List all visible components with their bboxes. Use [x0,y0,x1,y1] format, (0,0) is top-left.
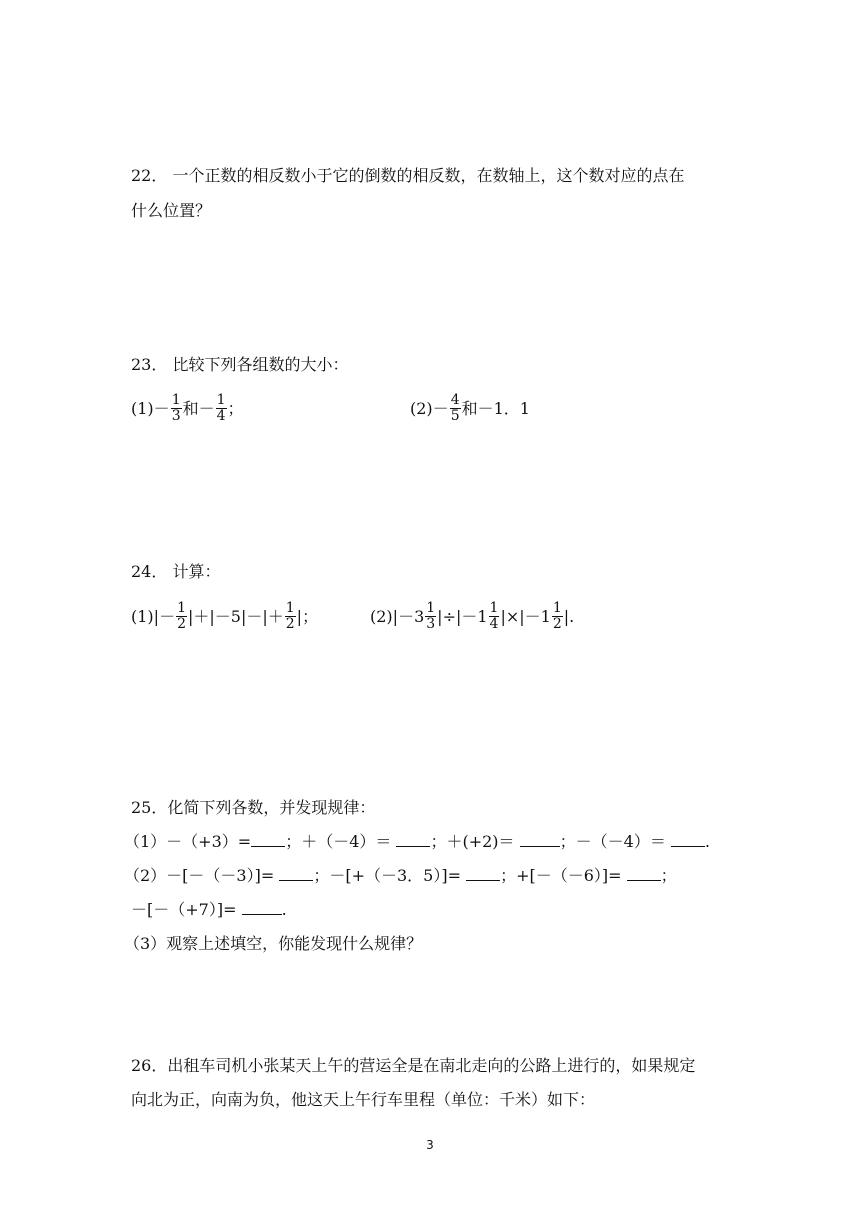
q24-p2-label: (2) [370,607,393,626]
denominator: 2 [285,616,295,632]
fraction [285,601,296,632]
q24-part-1 [131,602,318,633]
q23-stem: 23． 比较下列各组数的大小： [131,355,349,374]
q26-line-2: 向北为正，向南为负，他这天上午行车里程（单位：千米）如下： [131,1090,596,1109]
q24-p2-d: |. [563,607,575,626]
q25-r1-text-e: . [704,832,711,851]
answer-blank[interactable] [279,864,313,881]
q23-part-1 [131,394,244,425]
denominator: 3 [426,616,436,632]
denominator: 2 [552,616,562,632]
q23-p1-end: ； [227,399,244,418]
numerator: 1 [426,600,436,616]
fraction [425,601,436,632]
answer-blank[interactable] [251,830,285,847]
fraction [171,393,182,424]
q25-r1-text-d: ；－（－4）＝ [559,832,671,851]
q23-p1-mid: 和－ [182,399,215,418]
answer-blank[interactable] [242,898,282,915]
q25-r1-text-b: ；＋（－4）＝ [285,832,397,851]
answer-blank[interactable] [396,830,430,847]
denominator: 3 [171,408,181,424]
q25-row-3 [131,898,287,922]
q22-line-2: 什么位置？ [131,201,212,220]
answer-blank[interactable] [466,864,500,881]
q25-stem: 25．化简下列各数，并发现规律： [131,798,376,817]
numerator: 1 [177,600,186,616]
denominator: 4 [489,616,499,632]
q25-r2-text-a: （2）－[－（－3）]= [124,866,280,885]
q24-p1-c: |； [296,607,319,626]
numerator: 4 [450,392,460,408]
numerator: 1 [552,600,562,616]
q24-part-2 [370,602,574,633]
q24-p2-b: |÷|－1 [437,607,488,626]
q23-p2-neg: － [432,399,449,418]
answer-blank[interactable] [671,830,705,847]
q23-p1-neg: － [153,399,170,418]
q25-r2-text-d: ； [660,866,677,885]
q25-row-2 [124,864,677,888]
q24-p1-a: |－ [153,607,176,626]
fraction [450,393,461,424]
answer-blank[interactable] [627,864,661,881]
q25-row-1 [124,830,710,854]
denominator: 4 [216,408,226,424]
q24-p2-c: |×|－1 [500,607,551,626]
q23-part-2 [410,394,530,425]
q24-p2-a: |－3 [392,607,425,626]
fraction [216,393,227,424]
numerator: 1 [216,392,226,408]
q23-p1-label: (1) [131,399,154,418]
q25-r1-text-a: （1）－（+3）= [124,832,252,851]
q26-line-1: 26．出租车司机小张某天上午的营运全是在南北走向的公路上进行的，如果规定 [131,1056,696,1075]
answer-blank[interactable] [520,830,560,847]
q25-r3-text-a: －[－（+7）]= [131,900,242,919]
numerator: 1 [285,600,295,616]
denominator: 5 [450,408,460,424]
fraction [176,601,187,632]
fraction [552,601,563,632]
page-number: 3 [426,1138,434,1152]
numerator: 1 [171,392,181,408]
q25-r1-text-c: ；＋(+2)＝ [430,832,520,851]
q25-r2-text-b: ；－[+（－3．5）]= [313,866,467,885]
q24-stem: 24． 计算： [131,562,221,581]
q24-p1-label: (1) [131,607,154,626]
numerator: 1 [489,600,499,616]
q22-line-1: 22． 一个正数的相反数小于它的倒数的相反数，在数轴上，这个数对应的点在 [131,166,685,185]
denominator: 2 [177,616,186,632]
q25-r3-text-b: . [281,900,287,919]
q24-p1-b: |＋|－5|－|＋ [188,607,284,626]
q23-p2-tail: 和－1．1 [461,399,530,418]
q23-p2-label: (2) [410,399,433,418]
q25-row-4: （3）观察上述填空，你能发现什么规律？ [124,934,423,953]
fraction [489,601,500,632]
q25-r2-text-c: ；+[－（－6）]= [500,866,627,885]
